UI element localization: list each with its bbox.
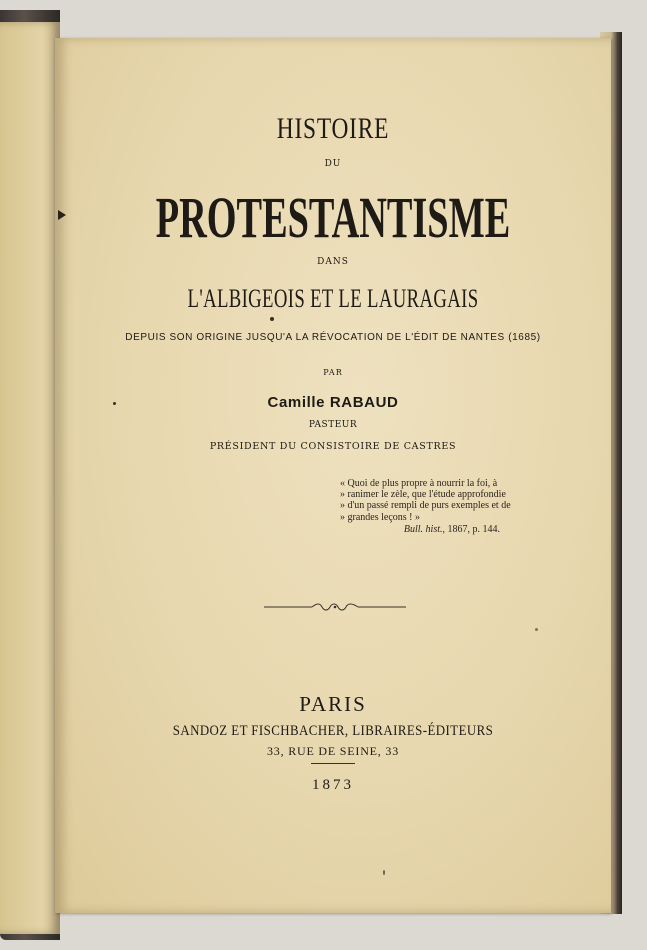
imprint-publisher: SANDOZ ET FISCHBACHER, LIBRAIRES-ÉDITEURS — [172, 723, 494, 739]
imprint-year: 1873 — [312, 777, 354, 793]
epigraph-line: » grandes leçons ! » — [340, 511, 420, 523]
page-marker-icon — [58, 210, 66, 220]
epigraph-source-ref: , 1867, p. 144. — [442, 523, 500, 535]
epigraph-source-journal: Bull. hist. — [403, 523, 443, 535]
epigraph-line: » ranimer le zèle, que l'étude approfondie — [340, 489, 506, 501]
author-role: PASTEUR — [308, 420, 358, 430]
imprint-city: PARIS — [299, 692, 367, 716]
foxing-spot — [383, 870, 385, 875]
subtitle: DEPUIS SON ORIGINE JUSQU'A LA RÉVOCATION DE L'ÉDIT DE NANTES (1685) — [125, 332, 541, 343]
ornament-divider-icon — [262, 601, 408, 613]
epigraph-source — [340, 524, 540, 535]
author-title: PRÉSIDENT DU CONSISTOIRE DE CASTRES — [209, 441, 457, 452]
epigraph-line: « Quoi de plus propre à nourrir la foi, à — [340, 478, 498, 489]
title-dans: DANS — [317, 257, 349, 267]
foxing-spot — [113, 402, 116, 405]
title-histoire: HISTOIRE — [276, 112, 390, 145]
par-label: PAR — [323, 368, 343, 377]
foxing-spot — [535, 628, 538, 631]
foxing-spot — [270, 317, 274, 321]
left-page-edge — [0, 22, 60, 934]
short-rule — [311, 763, 355, 764]
epigraph-line: » d'un passé rempli de purs exemples et de — [340, 500, 511, 512]
imprint-address: 33, RUE DE SEINE, 33 — [267, 744, 399, 758]
title-du: DU — [324, 159, 342, 169]
epigraph — [340, 478, 540, 535]
title-region: L'ALBIGEOIS ET LE LAURAGAIS — [187, 284, 479, 313]
title-page — [55, 38, 611, 913]
author-name: Camille RABAUD — [267, 394, 399, 411]
title-protestantisme: PROTESTANTISME — [155, 185, 511, 250]
